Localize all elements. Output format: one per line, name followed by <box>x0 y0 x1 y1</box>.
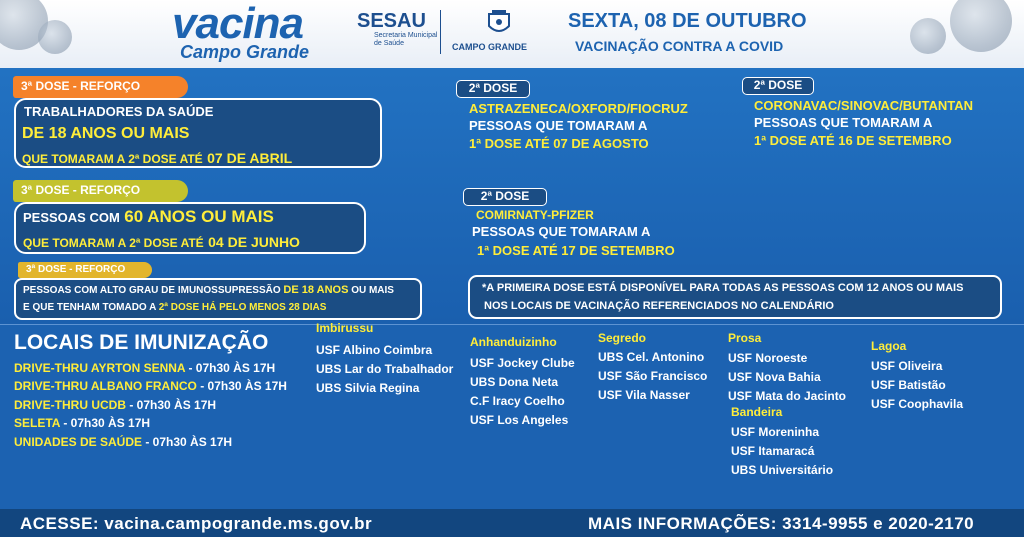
block1-line2: 1ª DOSE ATÉ 07 DE AGOSTO <box>469 136 649 151</box>
booster-card-health-workers <box>14 98 382 168</box>
note-line2: NOS LOCAIS DE VACINAÇÃO REFERENCIADOS NO CALENDÁRIO <box>484 300 834 312</box>
locations-title: LOCAIS DE IMUNIZAÇÃO <box>14 331 269 354</box>
card2-line2-date: 04 DE JUNHO <box>208 234 300 250</box>
city-logo-text: CAMPO GRANDE <box>452 42 528 52</box>
locations-section <box>0 321 1024 509</box>
city-crest-icon <box>484 10 514 38</box>
site-name: DRIVE-THRU UCDB <box>14 398 126 412</box>
site-name: DRIVE-THRU AYRTON SENNA <box>14 361 186 375</box>
block2-vaccine: CORONAVAC/SINOVAC/BUTANTAN <box>754 98 974 113</box>
unit-name: USF Nova Bahia <box>728 370 821 384</box>
header-subtitle: VACINAÇÃO CONTRA A COVID <box>575 38 784 54</box>
footer-phones: MAIS INFORMAÇÕES: 3314-9955 e 2020-2170 <box>588 514 975 533</box>
region-name: Prosa <box>728 331 762 345</box>
block3-line1: PESSOAS QUE TOMARAM A <box>472 224 651 239</box>
booster-card-immunosuppressed <box>14 278 422 320</box>
site-hours: - 07h30 ÀS 17H <box>185 361 276 375</box>
region-name: Anhanduizinho <box>470 335 557 349</box>
note-line1: *A PRIMEIRA DOSE ESTÁ DISPONÍVEL PARA TODAS AS PESSOAS COM 12 ANOS OU MAIS <box>482 282 964 294</box>
booster-card-60-plus <box>14 202 366 254</box>
dose-section <box>0 68 1024 324</box>
block1-line1: PESSOAS QUE TOMARAM A <box>469 118 648 133</box>
second-dose-tab-2: 2ª DOSE <box>742 77 814 95</box>
unit-name: UBS Lar do Trabalhador <box>316 362 454 376</box>
footer-website[interactable]: ACESSE: vacina.campogrande.ms.gov.br <box>20 514 373 533</box>
card1-line3-prefix: QUE TOMARAM A 2ª DOSE ATÉ <box>22 152 203 166</box>
unit-name: C.F Iracy Coelho <box>470 394 565 408</box>
header <box>0 0 1024 68</box>
card1-line2: DE 18 ANOS OU MAIS <box>22 125 190 142</box>
card3-line2-prefix: E QUE TENHAM TOMADO A <box>23 302 156 313</box>
card1-line1: TRABALHADORES DA SAÚDE <box>24 104 214 119</box>
card2-line1-prefix: PESSOAS COM <box>23 210 120 225</box>
site-hours: - 07h30 ÀS 17H <box>196 379 287 393</box>
card3-line1-highlight: DE 18 ANOS <box>283 284 349 296</box>
booster-tab-3: 3ª DOSE - REFORÇO <box>18 262 152 278</box>
brand-title: vacina <box>172 0 303 48</box>
unit-name: USF São Francisco <box>598 369 708 383</box>
first-dose-note <box>468 275 1002 319</box>
card2-line1-highlight: 60 ANOS OU MAIS <box>124 207 274 226</box>
unit-name: USF Albino Coimbra <box>316 343 433 357</box>
card1-line3-date: 07 DE ABRIL <box>207 150 293 166</box>
unit-name: USF Batistão <box>871 378 946 392</box>
unit-name: UBS Universitário <box>731 463 834 477</box>
header-date: SEXTA, 08 DE OUTUBRO <box>568 10 807 32</box>
second-dose-tab-3: 2ª DOSE <box>463 188 547 206</box>
org-name: SESAU <box>357 10 426 32</box>
unit-name: UBS Silvia Regina <box>316 381 420 395</box>
site-name: UNIDADES DE SAÚDE <box>14 435 143 449</box>
site-hours: - 07h30 ÀS 17H <box>126 398 217 412</box>
unit-name: USF Jockey Clube <box>470 356 575 370</box>
virus-illustration-left-small <box>38 20 72 54</box>
org-sub1: Secretaria Municipal <box>374 32 438 39</box>
block2-line1: PESSOAS QUE TOMARAM A <box>754 115 933 130</box>
card3-line1-prefix: PESSOAS COM ALTO GRAU DE IMUNOSSUPRESSÃO <box>23 285 281 296</box>
card3-line2-highlight: 2ª DOSE HÁ PELO MENOS 28 DIAS <box>158 302 327 313</box>
virus-illustration-right-small <box>910 18 946 54</box>
site-hours: - 07h30 ÀS 17H <box>142 435 233 449</box>
region-name: Imbirussu <box>316 321 374 335</box>
region-name: Bandeira <box>731 405 783 419</box>
site-name: SELETA <box>14 416 61 430</box>
header-divider <box>440 10 441 54</box>
brand-subtitle: Campo Grande <box>180 42 310 62</box>
card3-line1-suffix: OU MAIS <box>351 285 394 296</box>
region-name: Segredo <box>598 331 647 345</box>
unit-name: USF Noroeste <box>728 351 808 365</box>
unit-name: USF Los Angeles <box>470 413 569 427</box>
org-sub2: de Saúde <box>374 40 404 47</box>
block3-line2: 1ª DOSE ATÉ 17 DE SETEMBRO <box>477 243 675 258</box>
unit-name: UBS Cel. Antonino <box>598 350 705 364</box>
unit-name: USF Vila Nasser <box>598 388 690 402</box>
site-hours: - 07h30 ÀS 17H <box>60 416 151 430</box>
block1-vaccine: ASTRAZENECA/OXFORD/FIOCRUZ <box>469 101 688 116</box>
unit-name: USF Mata do Jacinto <box>728 389 847 403</box>
booster-tab-2: 3ª DOSE - REFORÇO <box>13 180 188 202</box>
site-name: DRIVE-THRU ALBANO FRANCO <box>14 379 197 393</box>
virus-illustration-right <box>950 0 1012 52</box>
second-dose-tab-1: 2ª DOSE <box>456 80 530 98</box>
unit-name: USF Coophavila <box>871 397 964 411</box>
region-name: Lagoa <box>871 339 907 353</box>
unit-name: USF Itamaracá <box>731 444 815 458</box>
block2-line2: 1ª DOSE ATÉ 16 DE SETEMBRO <box>754 133 952 148</box>
unit-name: UBS Dona Neta <box>470 375 559 389</box>
footer <box>0 509 1024 537</box>
card2-line2-prefix: QUE TOMARAM A 2ª DOSE ATÉ <box>23 236 204 250</box>
unit-name: USF Moreninha <box>731 425 820 439</box>
booster-tab-1: 3ª DOSE - REFORÇO <box>13 76 188 98</box>
unit-name: USF Oliveira <box>871 359 943 373</box>
block3-vaccine: COMIRNATY-PFIZER <box>476 208 594 222</box>
